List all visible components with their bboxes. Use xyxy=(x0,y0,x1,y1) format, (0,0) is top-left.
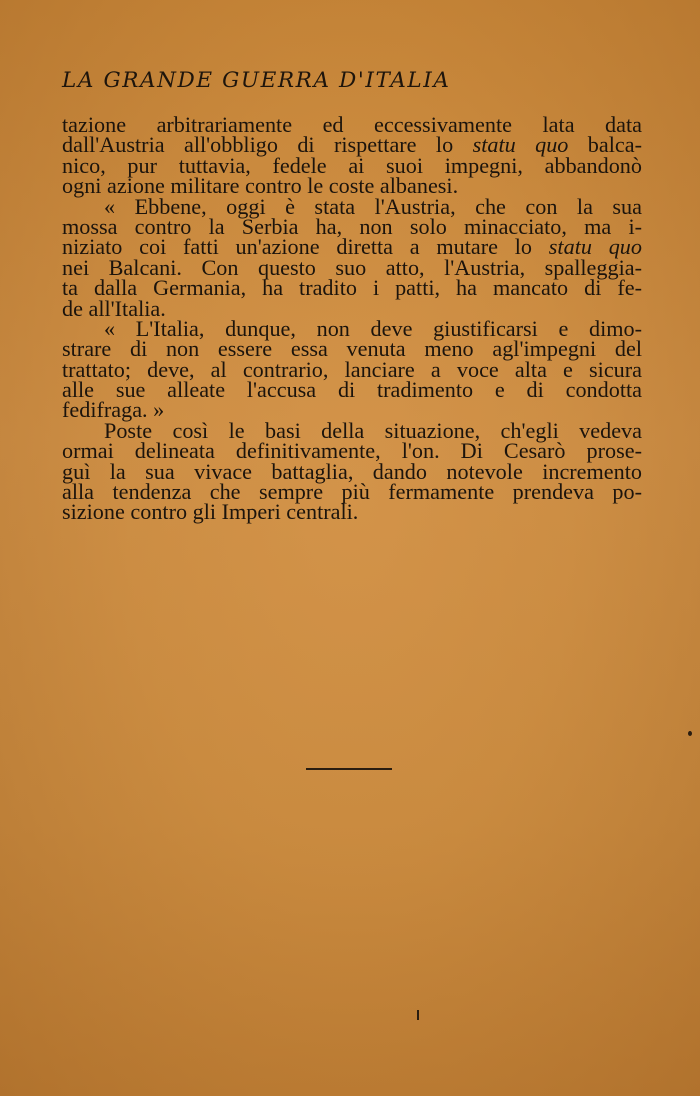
text-run: nico, pur tuttavia, fedele ai suoi impegni, abbandonò xyxy=(62,152,642,178)
ink-speck xyxy=(688,731,692,736)
text-run: balca- xyxy=(568,132,642,158)
text-line xyxy=(62,499,642,525)
text-run: ta dalla Germania, ha tradito i patti, ha mancato di fe- xyxy=(62,275,642,301)
text-run: Poste così le basi della situazione, ch'egli vedeva xyxy=(104,417,642,443)
text-run: alle sue alleate l'accusa di tradimento e di condotta xyxy=(62,377,642,403)
text-run: strare di non essere essa venuta meno agl'impegni del xyxy=(62,336,642,362)
text-run: « Ebbene, oggi è stata l'Austria, che con la sua xyxy=(104,193,642,219)
italic-run: statu quo xyxy=(548,234,642,260)
text-run: sizione contro gli Imperi centrali. xyxy=(62,499,359,525)
text-run: mossa contro la Serbia ha, non solo minacciato, ma i- xyxy=(62,213,642,239)
text-run: trattato; deve, al contrario, lanciare a voce alta e sicura xyxy=(62,356,642,382)
page-body xyxy=(62,68,642,523)
text-run: ormai delineata definitivamente, l'on. Di Cesarò prose- xyxy=(62,438,642,464)
text-run: niziato coi fatti un'azione diretta a mutare lo xyxy=(62,234,549,260)
text-run: dall'Austria all'obbligo di rispettare lo xyxy=(62,132,473,158)
text-block xyxy=(62,112,642,525)
text-run: de all'Italia. xyxy=(62,295,166,321)
text-run: alla tendenza che sempre più fermamente prendeva po- xyxy=(62,479,642,505)
running-head: LA GRANDE GUERRA D'ITALIA xyxy=(62,68,451,93)
text-run: guì la sua vivace battaglia, dando notevole incremento xyxy=(62,458,642,484)
italic-run: statu quo xyxy=(472,132,569,158)
text-run: « L'Italia, dunque, non deve giustificarsi e dimo- xyxy=(104,315,642,341)
text-run: fedifraga. » xyxy=(62,397,165,423)
ink-speck xyxy=(417,1010,419,1020)
text-run: nei Balcani. Con questo suo atto, l'Austria, spalleggia- xyxy=(62,254,642,280)
text-run: tazione arbitrariamente ed eccessivamente lata data xyxy=(62,112,642,137)
text-run: ogni azione militare contro le coste albanesi. xyxy=(62,173,459,199)
end-rule xyxy=(306,768,392,770)
